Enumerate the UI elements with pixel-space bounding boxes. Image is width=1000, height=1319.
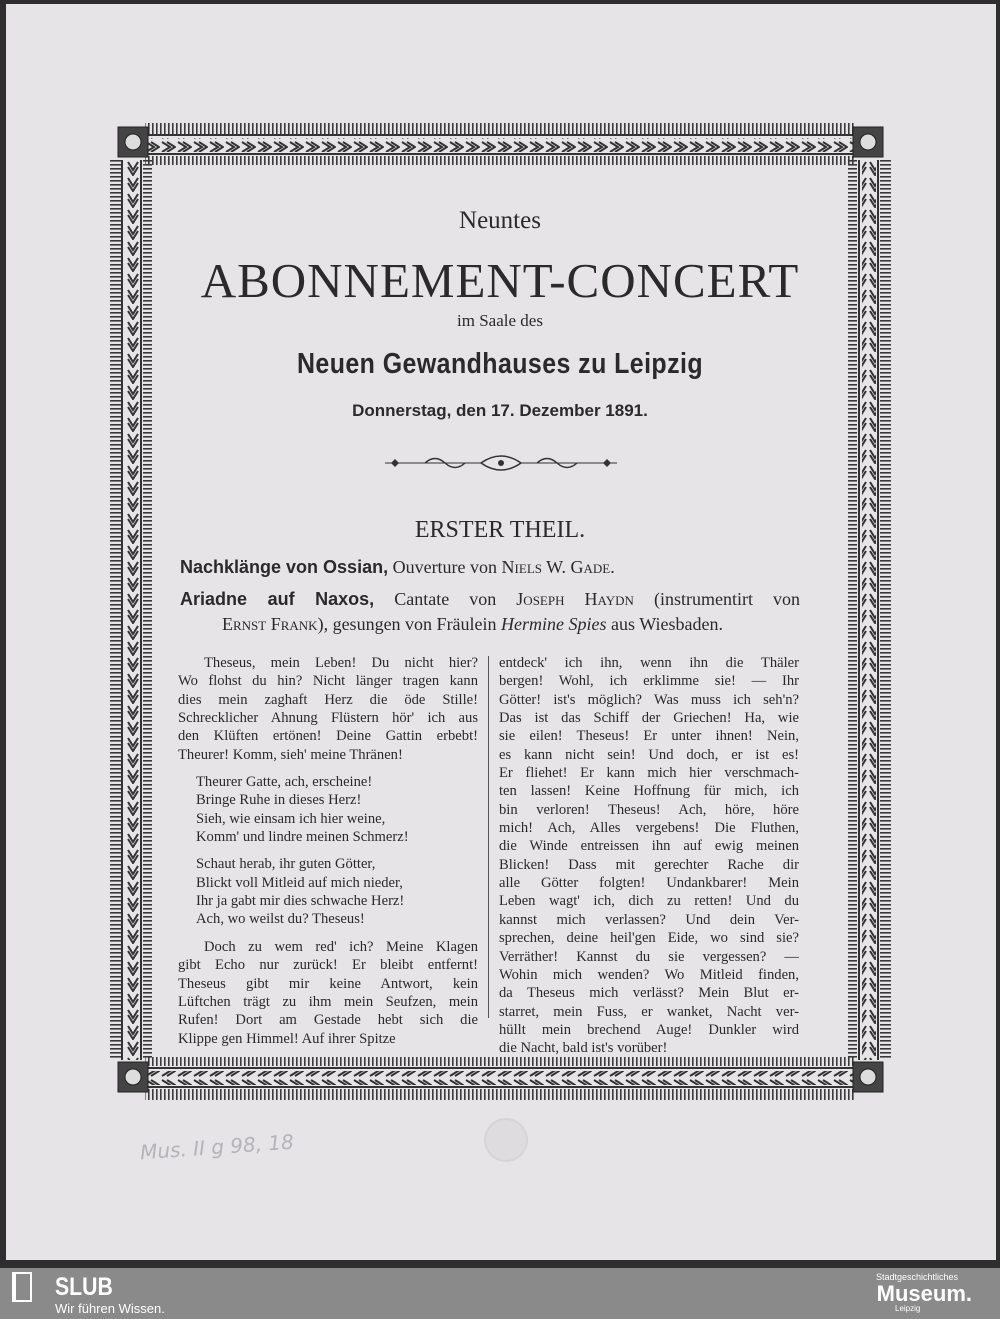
text-line: es kann nicht sein! Und doch, er ist es! bbox=[499, 746, 799, 763]
text-line: sie eilen! Theseus! Er unter ihnen! Nein, bbox=[499, 728, 799, 745]
work-description: Cantate von bbox=[374, 589, 517, 609]
text-line: Wo flohst du hin? Nicht länger tragen kann bbox=[178, 673, 478, 690]
concert-ordinal: Neuntes bbox=[459, 207, 541, 234]
paragraph-gap bbox=[178, 929, 478, 938]
work-description: Ouverture von bbox=[388, 557, 502, 577]
work-title: Nachklänge von Ossian, bbox=[180, 557, 389, 577]
text-line: Blicken! Dass mit gerechter Rache dir bbox=[499, 856, 799, 873]
embossed-stamp bbox=[484, 1118, 528, 1162]
soloist: Hermine Spies bbox=[501, 614, 607, 634]
text-line: Schrecklicher Ahnung Flüstern hör' ich aus bbox=[178, 710, 478, 727]
text-line: Lüftchen trägt zu ihm mein Seufzen, mein bbox=[178, 993, 478, 1010]
text-line: Verräther! Kannst du sie vergessen? — bbox=[499, 948, 799, 965]
text-line: Götter! ist's möglich? Was muss ich seh'n? bbox=[499, 691, 799, 708]
program-item-1 bbox=[180, 557, 800, 578]
text-line: Wohin mich wenden? Wo Mitleid finden, bbox=[499, 966, 799, 983]
work-title: Ariadne auf Naxos, bbox=[180, 589, 375, 609]
paragraph-gap bbox=[178, 764, 478, 773]
text-line: mich! Ach, Alles vergebens! Die Fluthen, bbox=[499, 820, 799, 837]
text-line: Ihr ja gabt mir dies schwache Herz! bbox=[196, 893, 405, 910]
slub-tagline: Wir führen Wissen. bbox=[55, 1301, 165, 1316]
text-line: Doch zu wem red' ich? Meine Klagen bbox=[204, 938, 478, 955]
arrangement-note: (instrumentirt von bbox=[633, 589, 800, 609]
slub-book-icon bbox=[12, 1272, 32, 1302]
text-line: Schaut herab, ihr guten Götter, bbox=[196, 856, 376, 873]
text-line: Theseus, mein Leben! Du nicht hier? bbox=[204, 655, 478, 671]
column-divider bbox=[488, 656, 489, 1018]
paragraph-gap bbox=[178, 846, 478, 855]
text-line: ten lassen! Keine Hoffnung für mich, ich bbox=[499, 783, 799, 800]
composer: Niels W. Gade bbox=[501, 557, 611, 577]
text-line: Er fliehet! Er kann mich hier verschmach- bbox=[499, 765, 799, 782]
verse-stanza bbox=[178, 855, 478, 928]
footer-bar bbox=[0, 1268, 1000, 1319]
venue-name: Neuen Gewandhauses zu Leipzig bbox=[296, 348, 704, 380]
text-line: die Nacht, bald ist's vorüber! bbox=[499, 1040, 668, 1057]
text-line: Komm' und lindre meinen Schmerz! bbox=[196, 829, 409, 846]
text-line: Bringe Ruhe in dieses Herz! bbox=[196, 792, 362, 809]
composer: Joseph Haydn bbox=[516, 589, 634, 609]
text-line: dies mein zaghaft Herz die öde Stille! bbox=[178, 691, 478, 708]
text-line: Das ist das Schiff der Griechen! Ha, wie bbox=[499, 710, 799, 727]
libretto-right-column bbox=[499, 654, 799, 1058]
text-line: starret, mein Fuss, er wanket, Nacht ver- bbox=[499, 1003, 799, 1020]
text-line: Leben wagt' ich, dich zu retten! Und du bbox=[499, 893, 799, 910]
venue-prefix: im Saale des bbox=[457, 311, 543, 330]
text-line: sprechen, deine heil'gen Eide, wo sind sie? bbox=[499, 930, 799, 947]
text-line: da Theseus mich verlässt? Mein Blut er- bbox=[499, 985, 799, 1002]
part-heading: ERSTER THEIL. bbox=[414, 517, 586, 543]
text-line: Klippe gen Himmel! Auf ihrer Spitze bbox=[178, 1030, 396, 1047]
slub-logo-text[interactable]: SLUB bbox=[55, 1273, 113, 1301]
divider-ornament bbox=[385, 452, 617, 474]
text-line: Ach, wo weilst du? Theseus! bbox=[196, 911, 365, 928]
text-line: entdeck' ich ihn, wenn ihn die Thäler bbox=[499, 655, 799, 671]
prose-paragraph bbox=[499, 654, 799, 1058]
text-line: Sieh, wie einsam ich hier weine, bbox=[196, 810, 386, 827]
text-line: die Winde entreissen ihn auf ewig meinen bbox=[499, 838, 799, 855]
text-line: den Klüften ertönen! Deine Gattin erbebt! bbox=[178, 728, 478, 745]
text-line: bin verloren! Theseus! Ach, höre, höre bbox=[499, 801, 799, 818]
concert-title: ABONNEMENT-CONCERT bbox=[200, 253, 800, 308]
text-line: gibt Echo nur zurück! Er bleibt entfernt! bbox=[178, 957, 478, 974]
text-line: Theurer Gatte, ach, erscheine! bbox=[196, 774, 373, 791]
performance-note: ), gesungen von Fräulein bbox=[317, 614, 502, 634]
concert-date: Donnerstag, den 17. Dezember 1891. bbox=[352, 401, 648, 420]
handwritten-shelfmark: Mus. II g 98, 18 bbox=[139, 1129, 295, 1165]
text-line: Blickt voll Mitleid auf mich nieder, bbox=[196, 874, 403, 891]
punctuation: . bbox=[610, 557, 615, 577]
soloist-origin: aus Wiesbaden. bbox=[606, 614, 723, 634]
prose-paragraph bbox=[178, 938, 478, 1048]
text-line: Theseus gibt mir keine Antwort, kein bbox=[178, 975, 478, 992]
libretto-left-column bbox=[178, 654, 478, 1048]
program-item-2 bbox=[180, 589, 800, 610]
text-line: bergen! Wohl, ich erklimme sie! — Ihr bbox=[499, 673, 799, 690]
arranger: Ernst Frank bbox=[222, 614, 318, 634]
museum-city: Leipzig bbox=[895, 1304, 921, 1313]
text-line: alle Götter folgten! Undankbarer! Mein bbox=[499, 875, 799, 892]
verse-stanza bbox=[178, 773, 478, 846]
program-item-2-cont bbox=[222, 614, 800, 635]
text-line: Rufen! Dort am Gestade hebt sich die bbox=[178, 1012, 478, 1029]
museum-subtitle: Stadtgeschichtliches bbox=[875, 1272, 958, 1282]
text-line: Theurer! Komm, sieh' meine Thränen! bbox=[178, 746, 403, 763]
text-line: hüllt mein brechend Auge! Dunkler wird bbox=[499, 1021, 799, 1038]
museum-logo-text[interactable]: Museum. bbox=[876, 1281, 972, 1306]
prose-paragraph bbox=[178, 654, 478, 764]
text-line: kannst mich verlassen? Und dein Ver- bbox=[499, 911, 799, 928]
